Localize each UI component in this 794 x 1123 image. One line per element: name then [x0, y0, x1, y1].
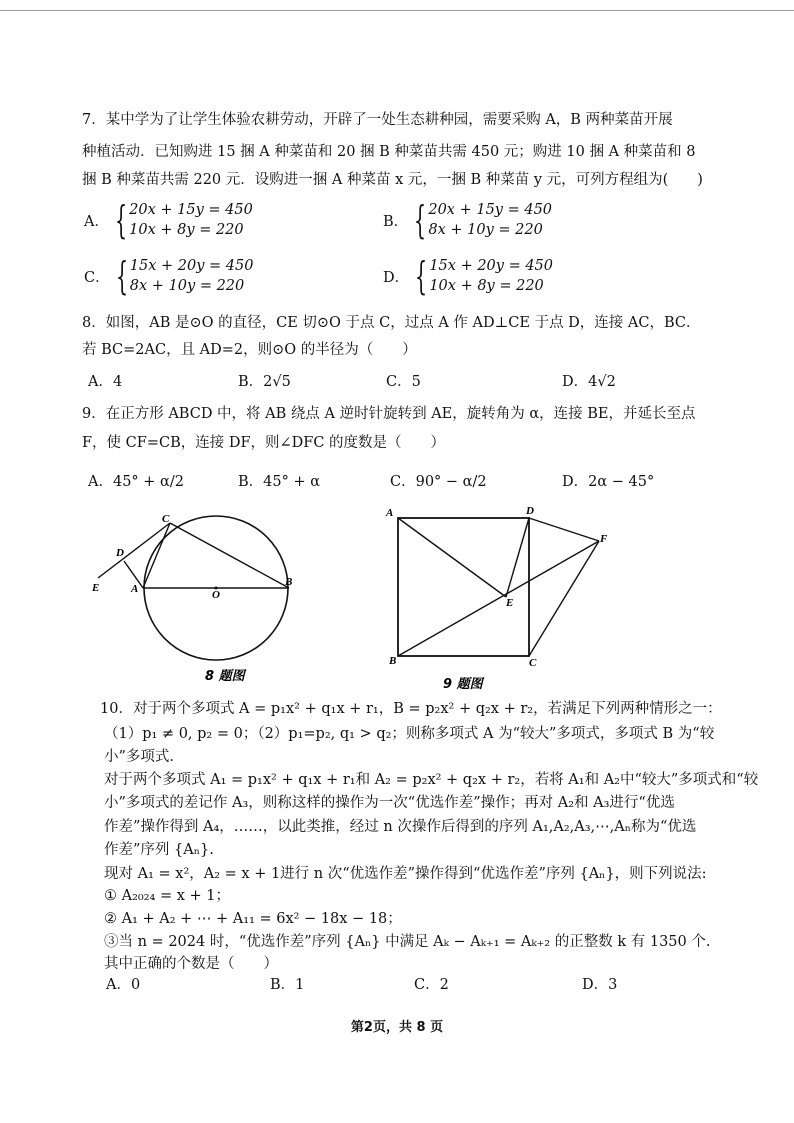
q10-line4: 对于两个多项式 A₁ = p₁x² + q₁x + r₁和 A₂ = p₂x² + q₂x + r₂，若将 A₁和 A₂中“较大”多项式和“较 — [104, 772, 759, 788]
segment-de — [506, 518, 529, 597]
brace-icon: { — [115, 254, 128, 298]
q9-option-b: B．45° + α — [238, 474, 321, 490]
equation: 10x + 8y = 220 — [129, 222, 244, 238]
label-b9: B — [389, 655, 397, 667]
q10-option-b: B．1 — [270, 977, 305, 993]
q10-option-d: D．3 — [582, 977, 618, 993]
q7-line1: 7．某中学为了让学生体验农耕劳动，开辟了一处生态耕种园，需要采购 A，B 两种菜苗开展 — [82, 112, 673, 128]
label-a9: A — [386, 507, 394, 519]
q8-line1: 8．如图，AB 是⊙O 的直径，CE 切⊙O 于点 C，过点 A 作 AD⊥CE 于点 D，连接 AC，BC． — [82, 315, 701, 331]
figure-9-caption: 9 题图 — [443, 677, 483, 692]
q10-statement-1: ① A₂₀₂₄ = x + 1； — [104, 888, 230, 904]
page-footer: 第2页，共 8 页 — [350, 1020, 444, 1035]
label-d: D — [116, 547, 124, 559]
option-label: D． — [383, 269, 410, 286]
q9-option-a: A．45° + α/2 — [88, 474, 184, 490]
q9-option-d: D．2α − 45° — [562, 474, 655, 490]
segment-bf — [398, 541, 599, 656]
equation: 20x + 15y = 450 — [129, 202, 253, 218]
label-f9: F — [600, 533, 608, 545]
equation: 15x + 20y = 450 — [429, 258, 554, 274]
q10-line8: 现对 A₁ = x²，A₂ = x + 1进行 n 次“优选作差”操作得到“优选作差”序列 {Aₙ}，则下列说法: — [104, 866, 707, 882]
q10-line6: 作差”操作得到 A₄，……，以此类推，经过 n 次操作后得到的序列 A₁,A₂,A₃,⋯,Aₙ称为“优选 — [104, 819, 697, 835]
segment-df — [529, 518, 599, 541]
brace-icon: { — [415, 254, 428, 298]
equation: 10x + 8y = 220 — [429, 278, 544, 294]
q10-line7: 作差”序列 {Aₙ}. — [104, 842, 214, 858]
q8-option-d: D．4√2 — [562, 374, 616, 390]
label-e: E — [92, 582, 100, 594]
q7-line3: 捆 B 种菜苗共需 220 元．设购进一捆 A 种菜苗 x 元，一捆 B 种菜苗 y 元，可列方程组为( ) — [82, 172, 703, 188]
q10-statement-3: ③当 n = 2024 时，“优选作差”序列 {Aₙ} 中满足 Aₖ − Aₖ₊₁ = Aₖ₊₂ 的正整数 k 有 1350 个. — [104, 934, 711, 950]
q10-line1: 10．对于两个多项式 A = p₁x² + q₁x + r₁，B = p₂x² + q₂x + r₂，若满足下列两种情形之一： — [100, 701, 722, 717]
q10-question: 其中正确的个数是（ ） — [104, 956, 278, 972]
label-e9: E — [506, 597, 514, 609]
equation: 8x + 10y = 220 — [129, 278, 245, 294]
equation: 15x + 20y = 450 — [129, 258, 254, 274]
label-o: O — [212, 589, 220, 601]
brace-icon: { — [414, 198, 427, 242]
option-label: C． — [84, 269, 110, 286]
q10-option-a: A．0 — [106, 977, 141, 993]
q10-line2: （1）p₁ ≠ 0, p₂ = 0；（2）p₁=p₂, q₁ > q₂；则称多项式 A 为“较大”多项式，多项式 B 为“较 — [104, 726, 715, 742]
chord-bc — [170, 523, 289, 588]
label-b: B — [285, 576, 293, 588]
q10-option-c: C．2 — [414, 977, 449, 993]
equation: 20x + 15y = 450 — [428, 202, 553, 218]
segment-ae — [398, 518, 506, 597]
q8-option-b: B．2√5 — [238, 374, 291, 390]
equation: 8x + 10y = 220 — [428, 222, 543, 238]
q8-line2: 若 BC=2AC，且 AD=2，则⊙O 的半径为（ ） — [82, 342, 417, 358]
label-c: C — [162, 513, 170, 525]
q10-line5: 小”多项式的差记作 A₃，则称这样的操作为一次“优选作差”操作；再对 A₂和 A₃进行“优选 — [104, 795, 675, 811]
label-d9: D — [526, 505, 534, 517]
q9-line2: F，使 CF=CB，连接 DF，则∠DFC 的度数是（ ） — [82, 435, 446, 451]
label-c9: C — [529, 657, 537, 669]
option-label: B． — [383, 213, 409, 230]
q7-line2: 种植活动．已知购进 15 捆 A 种菜苗和 20 捆 B 种菜苗共需 450 元；购进 10 捆 A 种菜苗和 8 — [82, 144, 696, 160]
q8-option-c: C．5 — [386, 374, 421, 390]
q10-line3: 小”多项式. — [104, 749, 175, 765]
brace-icon: { — [115, 198, 128, 242]
q10-statement-2: ② A₁ + A₂ + ⋯ + A₁₁ = 6x² − 18x − 18； — [104, 911, 402, 927]
q9-line1: 9．在正方形 ABCD 中，将 AB 绕点 A 逆时针旋转到 AE，旋转角为 α，连接 BE，并延长至点 — [82, 406, 696, 422]
option-label: A． — [84, 213, 109, 230]
q8-option-a: A．4 — [88, 374, 123, 390]
segment-cf — [529, 541, 599, 656]
label-a: A — [131, 583, 139, 595]
q9-option-c: C．90° − α/2 — [390, 474, 487, 490]
figure-8-caption: 8 题图 — [205, 669, 245, 684]
